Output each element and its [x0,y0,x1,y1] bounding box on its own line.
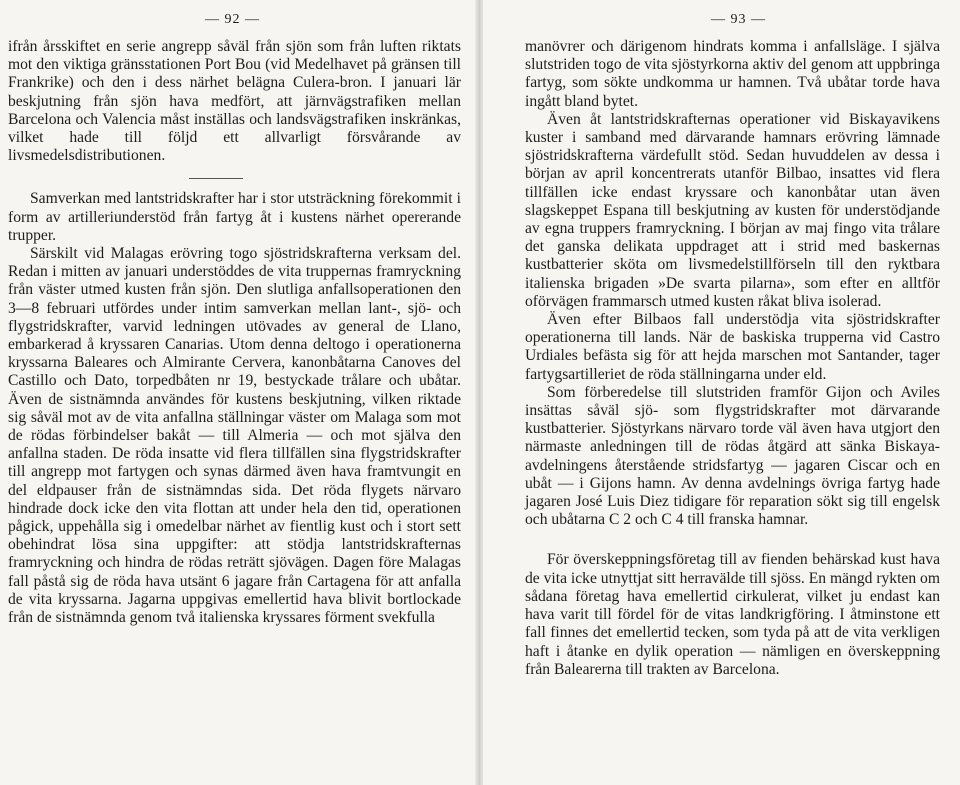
right-paragraph-5: För överskeppningsföretag till av fienden behärskad kust hava de vita icke utnyttjat sitt herravälde till sjöss. En mängd rykten om sådana företag hava emellertid cirkulerat, vilket ju endast kan hava varit till fördel för de vitas landkrigföring. I åtminstone ett fall finnes det emellertid tecken, som tyda på att de vita verkligen haft i åtanke en dylik operation — nämligen en överskeppning från Balearerna till trakten av Barcelona. [525,551,940,678]
left-page [0,0,477,785]
right-paragraph-2: Även åt lantstridskrafternas operationer vid Biskayavikens kuster i samband med därvarande hamnars erövring lämnade sjöstridskrafterna värdefullt stöd. Sedan huvuddelen av dessa i början av april koncentrerats utanför Bilbao, insattes vid flera tillfällen icke endast kryssare och kanonbåtar utan även slagskeppet Espana till beskjutning av kusten för understödjande av egna truppers framryckning. I början av maj fingo vita trålare det ganska delikata uppdraget att i strid med baskernas kustbatterier sköta om livsmedelstillförseln till den ryktbara italienska brigaden »De svarta pilarna», som efter en alltför oförvägen frammarsch utmed kusten råkat bliva isolerad. [525,110,940,310]
right-paragraph-1: manövrer och därigenom hindrats komma i anfallsläge. I själva slutstriden togo de vita sjöstyrkorna aktiv del genom att uppbringa fartyg, som sökte undkomma ur hamnen. Två ubåtar torde hava ingått bland bytet. [525,38,940,110]
page-number-left: — 92 — [205,12,260,27]
right-paragraph-3: Även efter Bilbaos fall understödja vita sjöstridskrafter operationerna till lands. När de baskiska trupperna vid Castro Urdiales befästa sig för att hejda marschen mot Santander, tager fartygsartilleriet de röda ställningarna under eld. [525,311,940,383]
page-number-right: — 93 — [711,12,766,27]
right-page [483,0,960,785]
left-paragraph-2: Samverkan med lantstridskrafter har i stor utsträckning förekommit i form av artilleriunderstöd från fartyg åt i kustens närhet opererande trupper. [8,190,461,244]
right-paragraph-4: Som förberedelse till slutstriden framför Gijon och Aviles insättas såväl sjö- som flygstridskrafter mot därvarande kustbatterier. Sjöstyrkans närvaro torde väl även hava utgjort den närmaste anledningen till de rödas åtgärd att sänka Biskaya-avdelningens återstående stridsfartyg — jagaren Ciscar och en ubåt — i Gijons hamn. Av denna avdelnings övriga fartyg hade jagaren José Luis Diez tidigare för reparation sökt sig till engelsk och ubåtarna C 2 och C 4 till franska hamnar. [525,383,940,529]
section-divider [189,178,243,179]
section-gap [525,529,940,551]
left-paragraph-1: ifrån årsskiftet en serie angrepp såväl från sjön som från luften riktats mot den viktiga gränsstationen Port Bou (vid Medelhavet på gränsen till Frankrike) och den i dess närhet belägna Culera-bron. I januari lär beskjutning från sjön hava medfört, att järnvägstrafiken mellan Barcelona och Valencia måst inställas och landsvägstrafiken inskränkas, vilket hade till följd ett allvarligt försvårande av livsmedelsdistributionen. [8,38,461,165]
left-paragraph-3: Särskilt vid Malagas erövring togo sjöstridskrafterna verksam del. Redan i mitten av januari understöddes de vita truppernas framryckning från väster utmed kusten från sjön. Den slutliga anfallsoperationen den 3—8 februari utfördes under intim samverkan mellan lant-, sjö- och flygstridskrafter, varvid ledningen utövades av general de Llano, embarkerad å kryssaren Canarias. Utom denna deltogo i operationerna kryssarna Baleares och Almirante Cervera, kanonbåtarna Canoves del Castillo och Dato, torpedbåten nr 19, bestyckade trålare och ubåtar. Även de sistnämnda användes för kustens beskjutning, vilken riktade sig såväl mot av de vita anfallna ställningar väster om Malaga som mot de rödas förbindelser bakåt — till Almeria — och mot själva den anfallna staden. De röda insatte vid flera tillfällen sina flygstridskrafter till angrepp mot fartygen och synas därmed även hava framtvungit en del eldpauser från de sistnämndas sida. Det röda flygets närvaro hindrade dock icke den vita flottan att under hela den tid, operationen pågick, uppehålla sig i omedelbar närhet av fientlig kust och i stort sett obehindrat lösa sina uppgifter: att stödja lantstridskrafternas framryckning och hindra de rödas reträtt sjövägen. Dagen före Malagas fall påstå sig de röda hava utsänt 6 jagare från Cartagena för att anfalla de vita kryssarna. Jagarna uppgivas emellertid hava blivit bortlockade från de sistnämnda genom två italienska kryssares förment svekfulla [8,245,461,627]
